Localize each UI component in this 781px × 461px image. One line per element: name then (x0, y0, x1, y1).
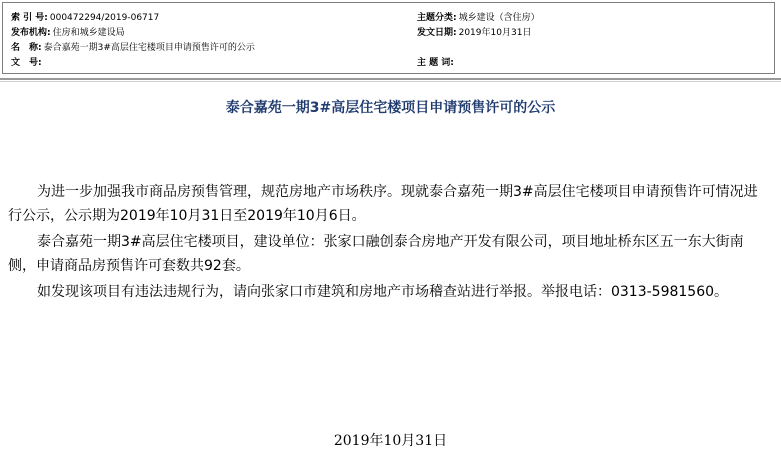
issuer-label: 发布机构: (11, 28, 51, 38)
issuer-row (11, 27, 125, 39)
paragraph-3: 如发现该项目有违法违规行为，请向张家口市建筑和房地产市场稽查站进行举报。举报电话：0313-5981560。 (37, 284, 729, 300)
header-divider (0, 78, 781, 82)
paragraph-1: 为进一步加强我市商品房预售管理，规范房地产市场秩序。现就泰合嘉苑一期3#高层住宅楼项目申请预售许可情况进行公示，公示期为2019年10月31日至2019年10月6日。 (8, 184, 758, 224)
keywords-row (417, 57, 456, 69)
docno-label: 文 号: (11, 58, 42, 68)
index-label: 索 引 号: (11, 13, 48, 23)
category-value: 城乡建设（含住房） (458, 13, 540, 23)
article-body (8, 180, 768, 306)
date-label: 发文日期: (417, 28, 457, 38)
date-row (417, 27, 531, 39)
category-row (417, 12, 540, 24)
docno-row (11, 57, 44, 69)
paragraph-2: 泰合嘉苑一期3#高层住宅楼项目，建设单位：张家口融创泰合房地产开发有限公司，项目地址桥东区五一东大街南侧，申请商品房预售许可套数共92套。 (8, 234, 744, 274)
name-label: 名 称: (11, 43, 42, 53)
date-value: 2019年10月31日 (458, 28, 532, 38)
name-row (11, 42, 255, 54)
metadata-table (2, 2, 775, 74)
category-label: 主题分类: (417, 13, 457, 23)
name-value: 泰合嘉苑一期3#高层住宅楼项目申请预售许可的公示 (43, 43, 255, 53)
article-title: 泰合嘉苑一期3#高层住宅楼项目申请预售许可的公示 (225, 100, 556, 116)
index-row (11, 12, 159, 24)
issuer-value: 住房和城乡建设局 (52, 28, 125, 38)
publish-date: 2019年10月31日 (333, 433, 448, 449)
index-value: 000472294/2019-06717 (49, 13, 160, 23)
keywords-label: 主 题 词: (417, 58, 454, 68)
